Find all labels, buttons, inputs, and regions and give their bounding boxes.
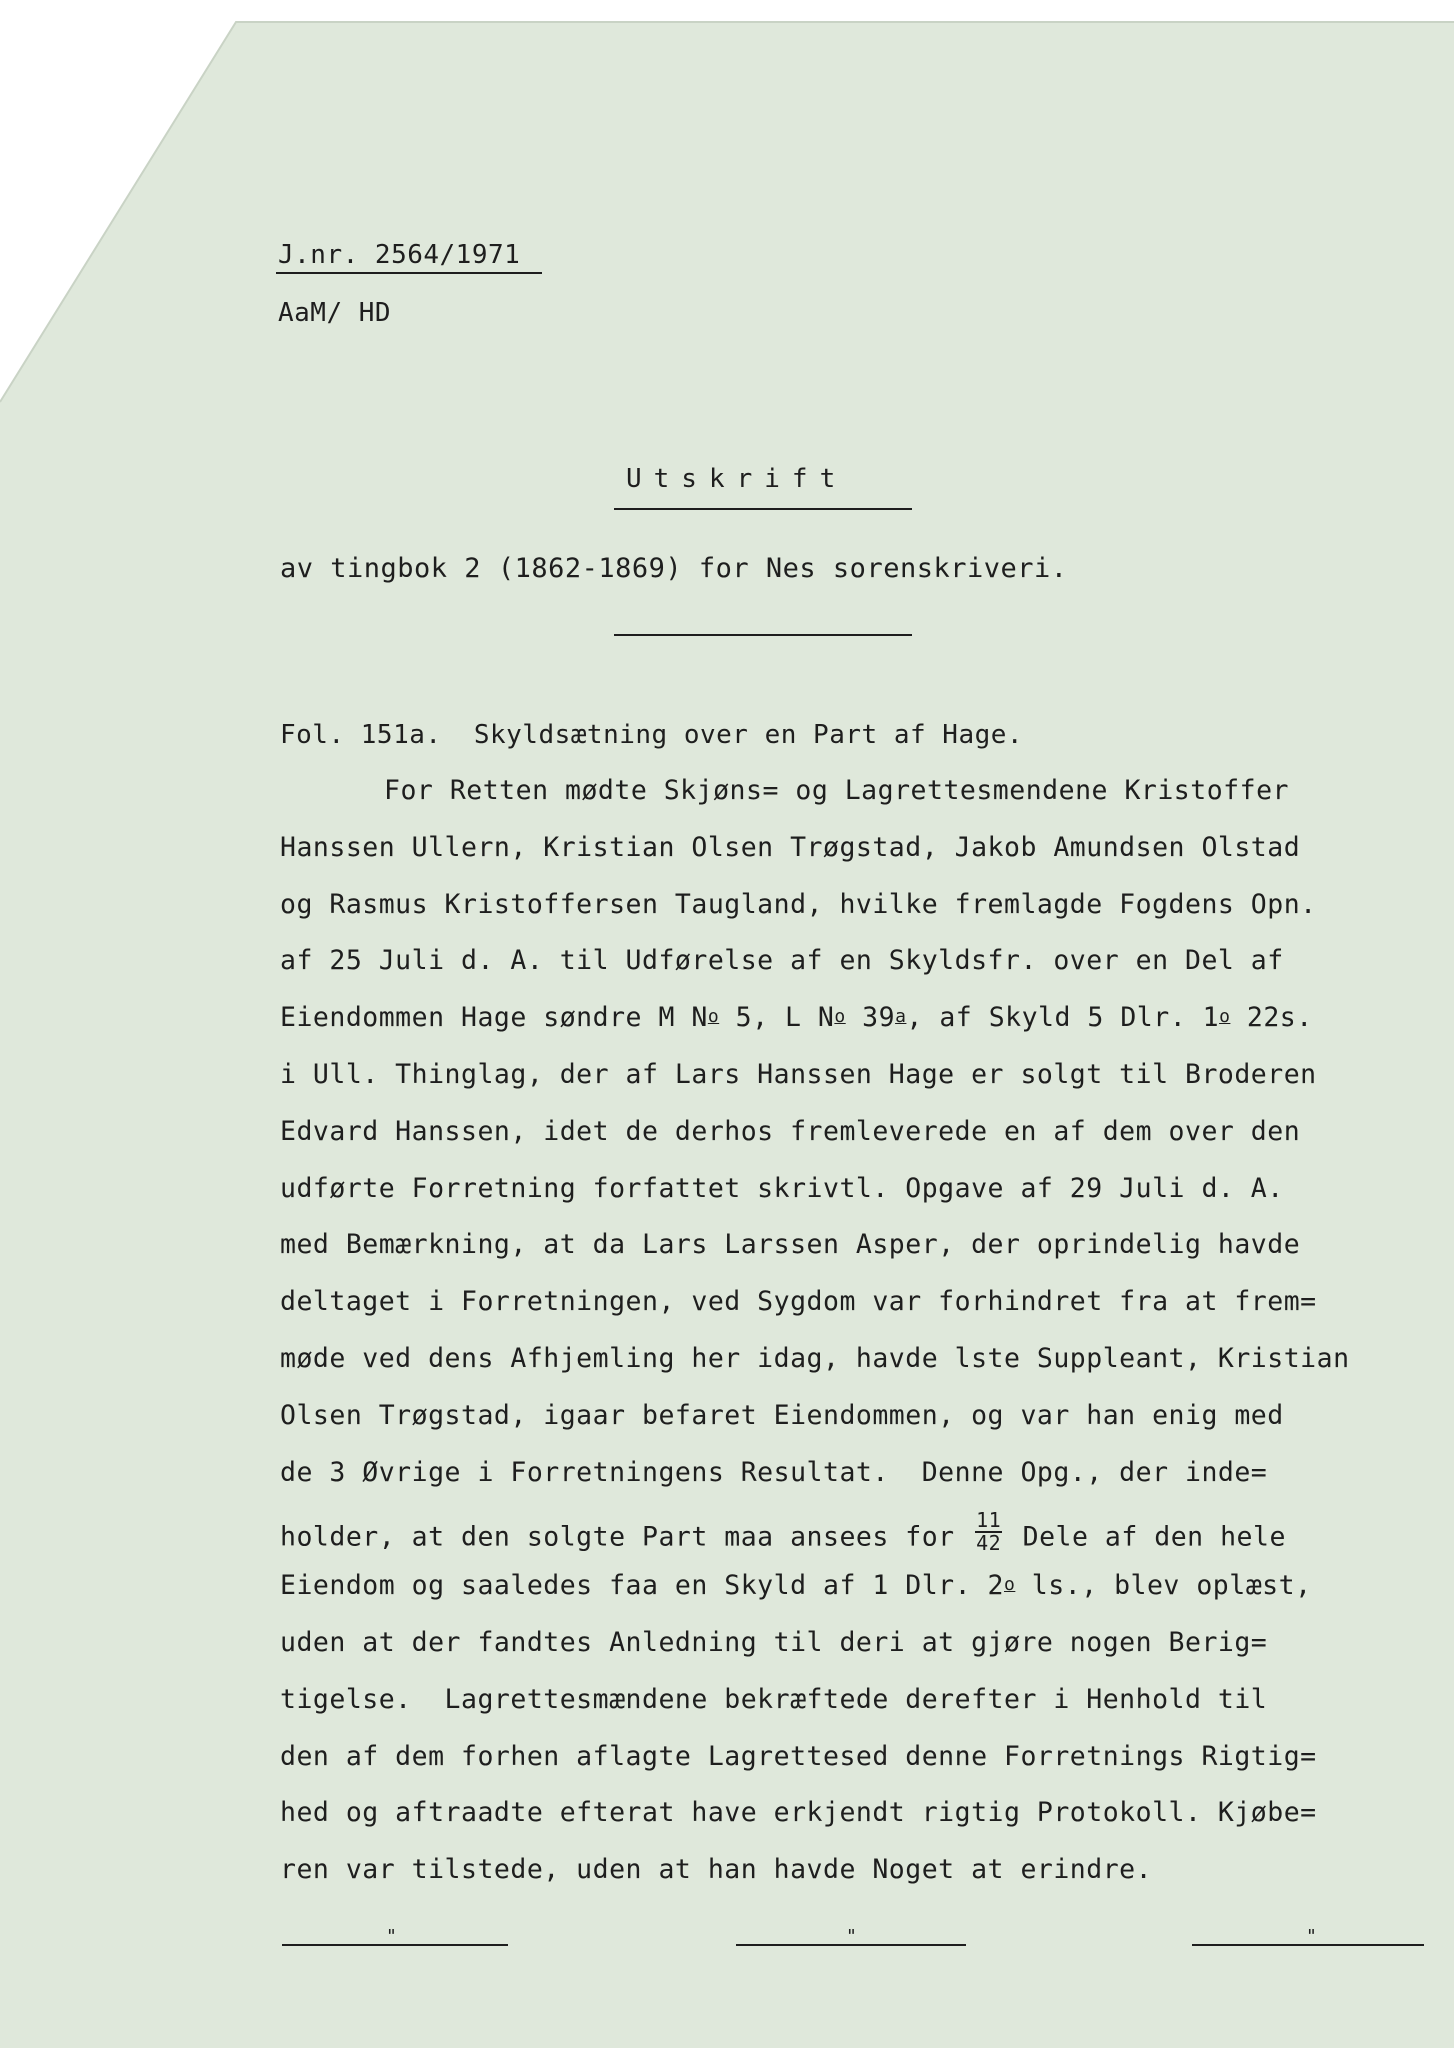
initials: AaM/ HD — [278, 298, 392, 328]
document-title: Utskrift — [626, 464, 848, 494]
body-line: af 25 Juli d. A. til Udførelse af en Skyldsfr. over en Del af — [280, 945, 1284, 977]
ditto-mark-right: " — [1306, 1926, 1317, 1947]
superscript: o — [834, 1006, 846, 1028]
body-line: For Retten mødte Skjøns= og Lagrettesmendene Kristoffer — [384, 775, 1289, 806]
body-line: Eiendom og saaledes faa en Skyld af 1 Dlr. 2$^o$ ls., blev oplæst, — [280, 1570, 1312, 1602]
ditto-mark-middle: " — [846, 1926, 857, 1947]
body-line: deltaget i Forretningen, ved Sygdom var forhindret fra at frem= — [280, 1286, 1317, 1318]
body-line: den af dem forhen aflagte Lagrettesed denne Forretnings Rigtig= — [280, 1740, 1317, 1772]
superscript: o — [1219, 1006, 1231, 1028]
body-line: tigelse. Lagrettesmændene bekræftede derefter i Henhold til — [280, 1683, 1268, 1715]
body-line: i Ull. Thinglag, der af Lars Hanssen Hage er solgt til Broderen — [280, 1059, 1317, 1090]
ditto-mark-left: " — [386, 1926, 397, 1947]
body-line: Eiendommen Hage søndre M $N^o$ 5, L $N^o$ 39$^a$, af Skyld 5 Dlr. 1$^o$ 22s. — [280, 1002, 1313, 1034]
body-line: udførte Forretning forfattet skrivtl. Opgave af 29 Juli d. A. — [280, 1172, 1284, 1204]
body-line: ren var tilstede, uden at han havde Noget at erindre. — [280, 1854, 1153, 1886]
document-subtitle: av tingbok 2 (1862-1869) for Nes sorenskriveri. — [280, 553, 1068, 584]
body-line: Hanssen Ullern, Kristian Olsen Trøgstad, Jakob Amundsen Olstad — [280, 831, 1301, 863]
superscript: a — [895, 1006, 907, 1028]
body-line: Olsen Trøgstad, igaar befaret Eiendommen, og var han enig med — [280, 1399, 1284, 1431]
body-line: de 3 Øvrige i Forretningens Resultat. Denne Opg., der inde= — [280, 1456, 1268, 1488]
body-line: møde ved dens Afhjemling her idag, havde lste Suppleant, Kristian — [280, 1343, 1350, 1374]
title-underline — [614, 508, 912, 510]
body-line: hed og aftraadte efterat have erkjendt rigtig Protokoll. Kjøbe= — [280, 1797, 1317, 1829]
reference-underline — [276, 272, 542, 274]
body-line: uden at der fandtes Anledning til deri at gjøre nogen Berig= — [280, 1627, 1268, 1658]
reference-number: J.nr. 2564/1971 — [278, 240, 521, 270]
entry-heading: Fol. 151a. Skyldsætning over en Part af Hage. — [280, 720, 1024, 750]
superscript: o — [707, 1006, 720, 1028]
superscript: o — [1004, 1574, 1016, 1596]
body-line: og Rasmus Kristoffersen Taugland, hvilke fremlagde Fogdens Opn. — [280, 888, 1317, 920]
body-line: holder, at den solgte Part maa ansees for $\frac{11}{42}$ Dele af den hele — [280, 1508, 1286, 1556]
body-line: Edvard Hanssen, idet de derhos fremleverede en af dem over den — [280, 1115, 1301, 1147]
body-line: med Bemærkning, at da Lars Larssen Asper, der oprindelig havde — [280, 1229, 1301, 1261]
fraction: $\frac{11}{42}$ — [976, 1508, 1002, 1556]
section-separator — [614, 634, 912, 636]
